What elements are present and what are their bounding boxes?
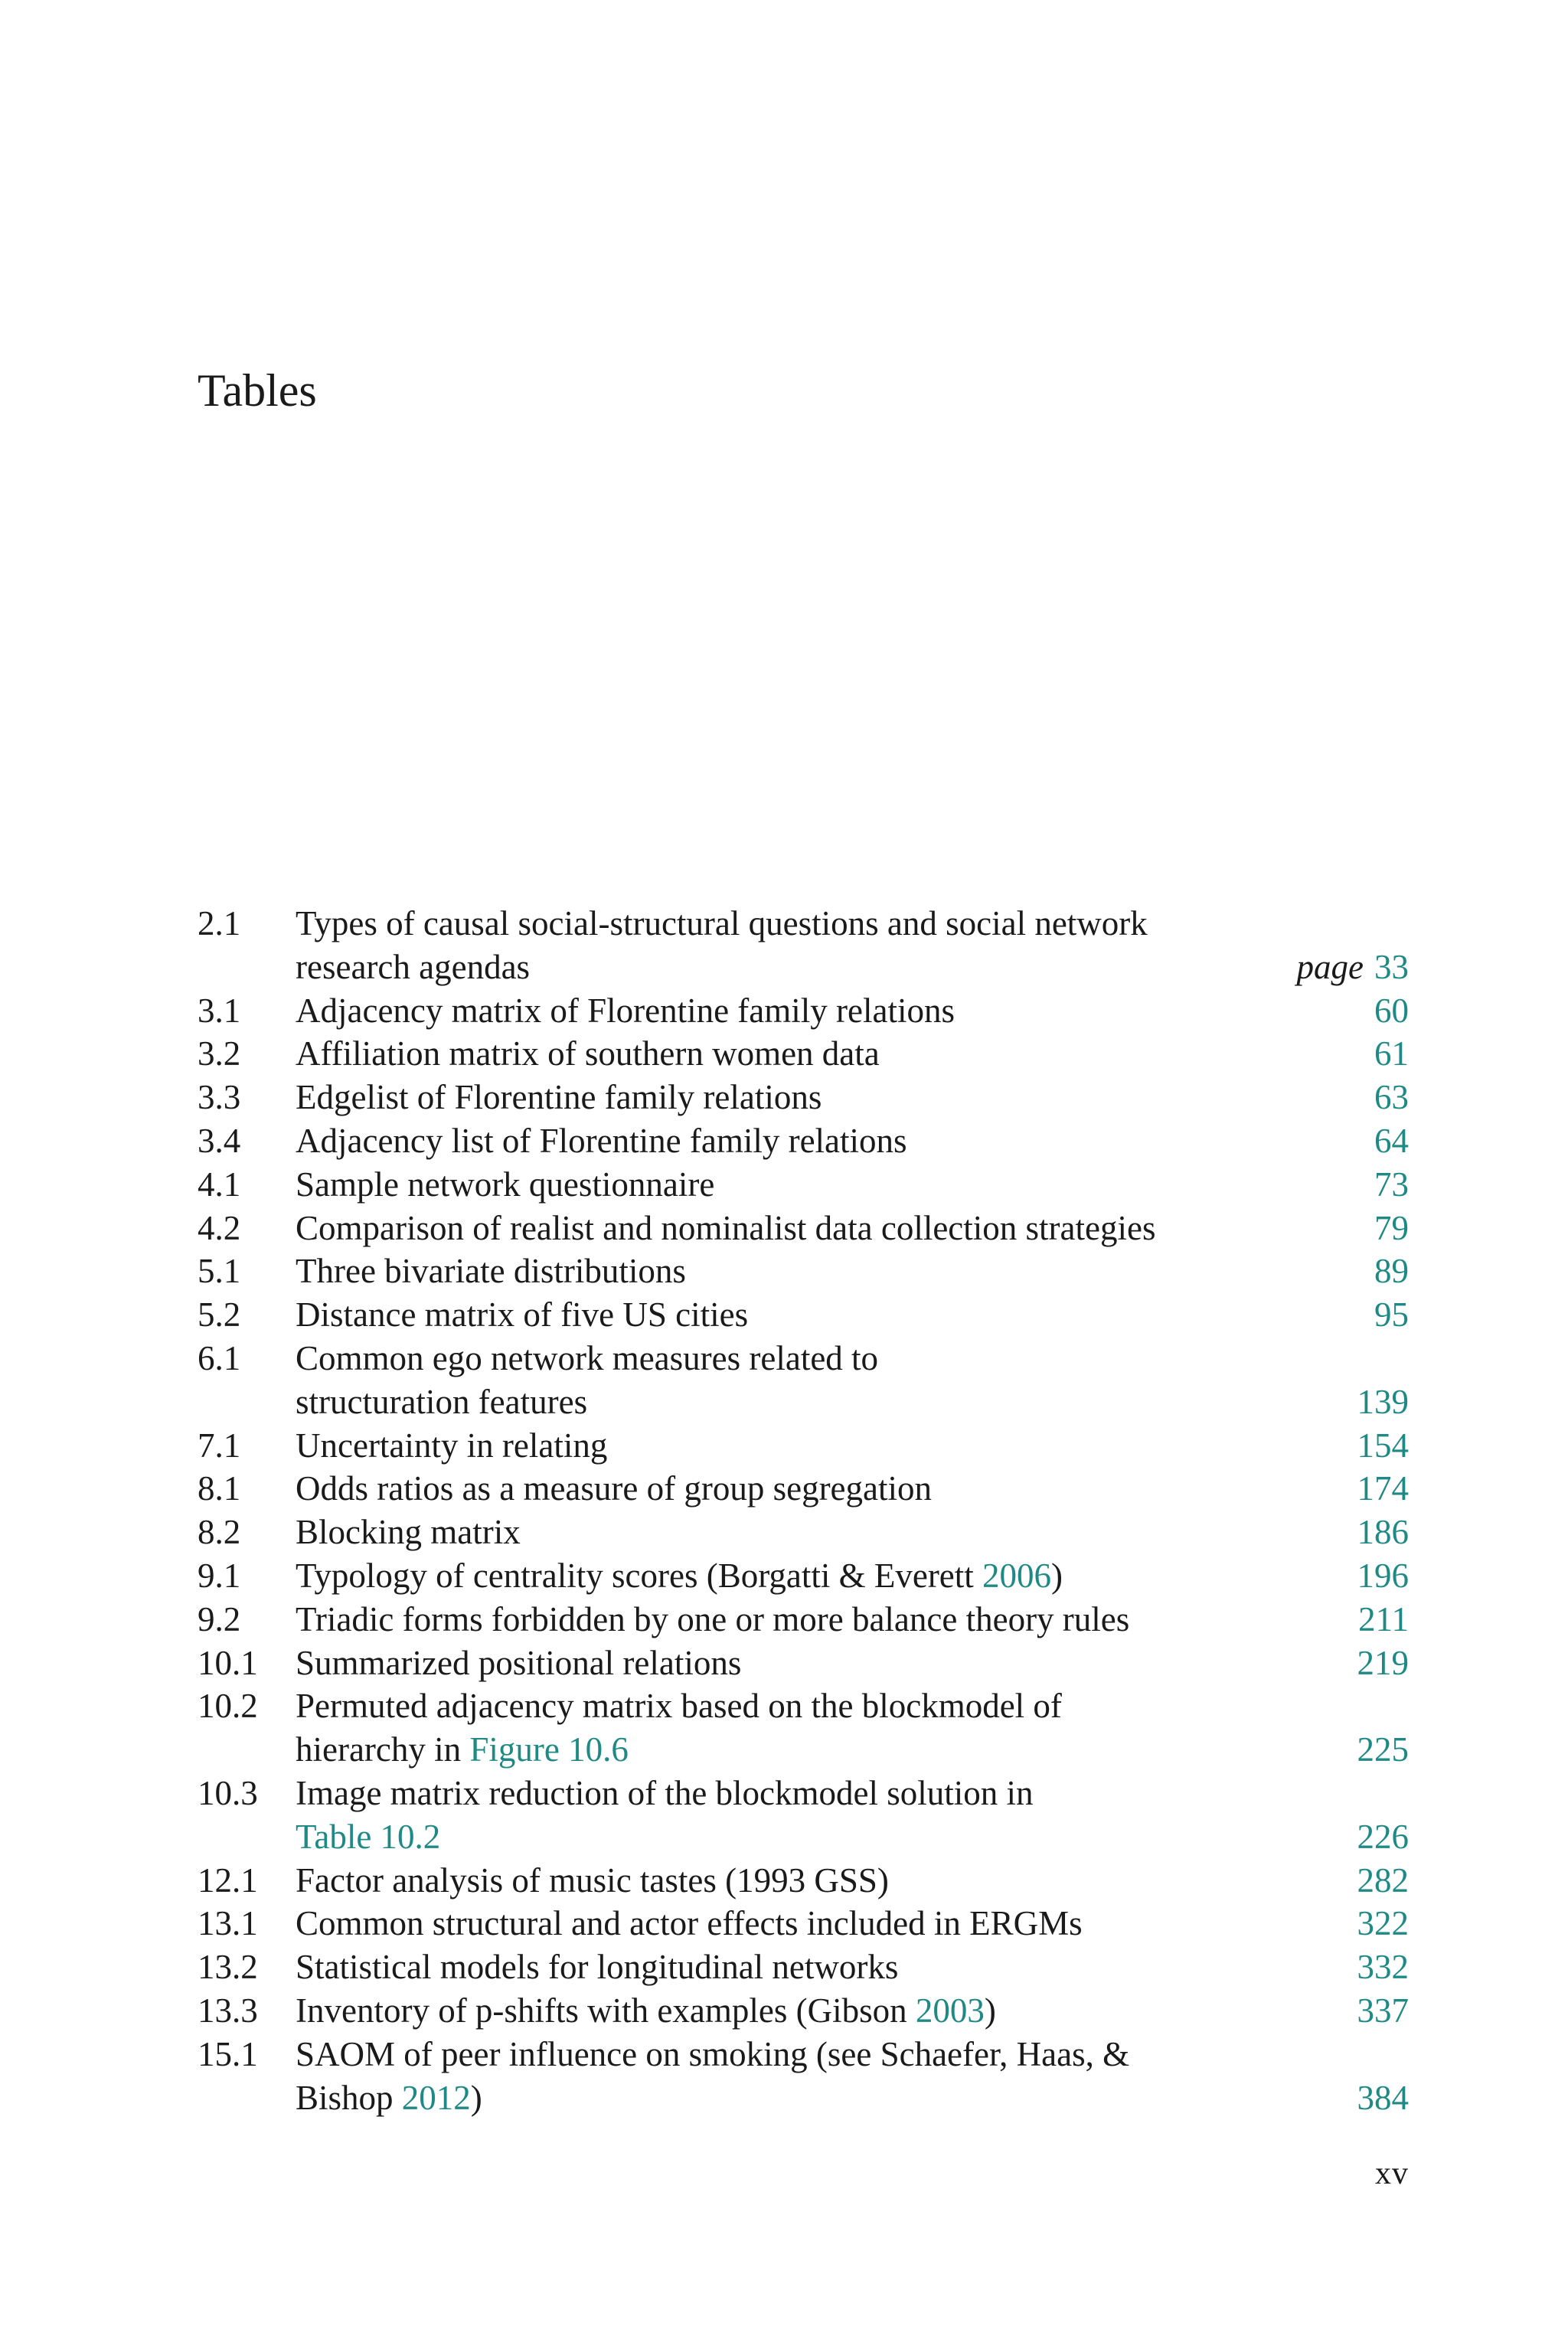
page-number-link[interactable]: 226 xyxy=(1357,1817,1409,1856)
table-title: Statistical models for longitudinal networks xyxy=(296,1948,899,1987)
table-number: 13.3 xyxy=(198,1991,258,2030)
page-number: 33 xyxy=(1374,947,1409,986)
title-text: hierarchy in xyxy=(296,1730,470,1769)
figure-link[interactable]: Figure 10.6 xyxy=(469,1730,629,1769)
table-entry-8-2 xyxy=(198,1511,1409,1554)
title-text: Typology of centrality scores (Borgatti & Everett xyxy=(296,1556,983,1595)
citation-link[interactable]: 2003 xyxy=(915,1991,985,2030)
table-number: 12.1 xyxy=(198,1860,258,1900)
page-number-link[interactable]: 154 xyxy=(1357,1426,1409,1465)
page-number-link[interactable] xyxy=(1297,946,1409,989)
table-title xyxy=(296,1989,996,2033)
page-number-link[interactable]: 282 xyxy=(1357,1860,1409,1900)
table-title: Blocking matrix xyxy=(296,1513,521,1552)
page-title: Tables xyxy=(198,365,317,416)
table-entry-8-1 xyxy=(198,1467,1409,1511)
table-entry-5-2 xyxy=(198,1293,1409,1337)
title-text: ) xyxy=(1051,1556,1063,1595)
table-title: Adjacency matrix of Florentine family relations xyxy=(296,991,955,1030)
table-number: 8.2 xyxy=(198,1513,241,1552)
page-number-link[interactable]: 174 xyxy=(1357,1469,1409,1508)
table-entry-3-2 xyxy=(198,1032,1409,1076)
page-number-link[interactable]: 79 xyxy=(1374,1208,1409,1247)
table-entry-10-3 xyxy=(198,1772,1409,1859)
table-title: Triadic forms forbidden by one or more balance theory rules xyxy=(296,1599,1130,1638)
table-title: Adjacency list of Florentine family relations xyxy=(296,1121,907,1160)
table-number: 15.1 xyxy=(198,2034,258,2073)
table-title: Uncertainty in relating xyxy=(296,1426,608,1465)
title-text: ) xyxy=(470,2078,482,2117)
table-title: Common structural and actor effects included in ERGMs xyxy=(296,1904,1083,1943)
page-number-link[interactable]: 61 xyxy=(1374,1034,1409,1073)
table-title: Three bivariate distributions xyxy=(296,1252,686,1291)
page-number-link[interactable]: 186 xyxy=(1357,1513,1409,1552)
table-entry-7-1 xyxy=(198,1424,1409,1468)
page-number-link[interactable]: 322 xyxy=(1357,1904,1409,1943)
page-number-link[interactable]: 225 xyxy=(1357,1730,1409,1769)
table-number: 10.1 xyxy=(198,1643,258,1682)
table-entry-10-1 xyxy=(198,1642,1409,1685)
page-number-link[interactable]: 60 xyxy=(1374,991,1409,1030)
table-entry-5-1 xyxy=(198,1250,1409,1293)
page-number-link[interactable]: 139 xyxy=(1357,1382,1409,1421)
page-number-link[interactable]: 211 xyxy=(1358,1599,1409,1638)
page-number-link[interactable]: 332 xyxy=(1357,1948,1409,1987)
table-title-continued: research agendas xyxy=(296,947,531,986)
table-title: Types of causal social-structural questions and social network xyxy=(296,904,1148,942)
table-number: 2.1 xyxy=(198,904,241,942)
table-entry-13-2 xyxy=(198,1945,1409,1989)
page-number-link[interactable]: 337 xyxy=(1357,1991,1409,2030)
table-entry-9-1 xyxy=(198,1554,1409,1598)
table-number: 10.3 xyxy=(198,1773,258,1812)
page-number-link[interactable]: 63 xyxy=(1374,1078,1409,1117)
table-number: 9.2 xyxy=(198,1599,241,1638)
page-prefix: page xyxy=(1296,947,1364,986)
table-title: Distance matrix of five US cities xyxy=(296,1295,749,1334)
table-entry-6-1 xyxy=(198,1337,1409,1424)
table-entry-4-1 xyxy=(198,1163,1409,1207)
table-title: Sample network questionnaire xyxy=(296,1165,715,1204)
table-entry-13-1 xyxy=(198,1902,1409,1945)
table-number: 3.4 xyxy=(198,1121,241,1160)
table-number: 9.1 xyxy=(198,1556,241,1595)
page-number-link[interactable]: 89 xyxy=(1374,1252,1409,1291)
table-title: Affiliation matrix of southern women data xyxy=(296,1034,880,1073)
table-title-continued: structuration features xyxy=(296,1382,588,1421)
table-entry-10-2 xyxy=(198,1684,1409,1772)
table-number: 13.1 xyxy=(198,1904,258,1943)
list-of-tables xyxy=(198,902,1409,2119)
table-number: 3.3 xyxy=(198,1078,241,1117)
table-title-continued xyxy=(296,1728,629,1772)
table-title: Common ego network measures related to xyxy=(296,1338,879,1377)
citation-link[interactable]: 2012 xyxy=(401,2078,471,2117)
table-entry-3-1 xyxy=(198,989,1409,1033)
title-text: Inventory of p-shifts with examples (Gibson xyxy=(296,1991,916,2030)
page-number-link[interactable]: 219 xyxy=(1357,1643,1409,1682)
table-title-continued xyxy=(296,2076,482,2120)
title-text: Bishop xyxy=(296,2078,402,2117)
table-number: 5.2 xyxy=(198,1295,241,1334)
page-number-link[interactable]: 64 xyxy=(1374,1121,1409,1160)
table-title: Permuted adjacency matrix based on the blockmodel of xyxy=(296,1687,1062,1726)
table-number: 7.1 xyxy=(198,1426,241,1465)
table-number: 4.1 xyxy=(198,1165,241,1204)
table-title: Factor analysis of music tastes (1993 GSS) xyxy=(296,1860,889,1900)
table-entry-2-1 xyxy=(198,902,1409,989)
table-entry-12-1 xyxy=(198,1859,1409,1903)
table-title xyxy=(296,1554,1063,1598)
table-entry-3-4 xyxy=(198,1119,1409,1163)
page-folio: xv xyxy=(1375,2156,1409,2191)
table-entry-4-2 xyxy=(198,1207,1409,1250)
table-entry-15-1 xyxy=(198,2033,1409,2120)
table-number: 13.2 xyxy=(198,1948,258,1987)
table-entry-9-2 xyxy=(198,1598,1409,1642)
table-number: 10.2 xyxy=(198,1687,258,1726)
table-number: 3.1 xyxy=(198,991,241,1030)
table-entry-13-3 xyxy=(198,1989,1409,2033)
table-link[interactable]: Table 10.2 xyxy=(296,1817,441,1856)
table-title: Comparison of realist and nominalist data collection strategies xyxy=(296,1208,1156,1247)
page-number-link[interactable]: 95 xyxy=(1374,1295,1409,1334)
table-title: Edgelist of Florentine family relations xyxy=(296,1078,822,1117)
page-number-link[interactable]: 196 xyxy=(1357,1556,1409,1595)
table-title: Summarized positional relations xyxy=(296,1643,742,1682)
table-entry-3-3 xyxy=(198,1076,1409,1119)
table-title: SAOM of peer influence on smoking (see Schaefer, Haas, & xyxy=(296,2034,1130,2073)
citation-link[interactable]: 2006 xyxy=(982,1556,1052,1595)
table-title: Image matrix reduction of the blockmodel solution in xyxy=(296,1773,1034,1812)
page-number-link[interactable]: 73 xyxy=(1374,1165,1409,1204)
table-number: 5.1 xyxy=(198,1252,241,1291)
table-number: 6.1 xyxy=(198,1338,241,1377)
table-number: 4.2 xyxy=(198,1208,241,1247)
table-number: 3.2 xyxy=(198,1034,241,1073)
table-title: Odds ratios as a measure of group segregation xyxy=(296,1469,933,1508)
page-number-link[interactable]: 384 xyxy=(1357,2078,1409,2117)
table-number: 8.1 xyxy=(198,1469,241,1508)
title-text: ) xyxy=(984,1991,996,2030)
